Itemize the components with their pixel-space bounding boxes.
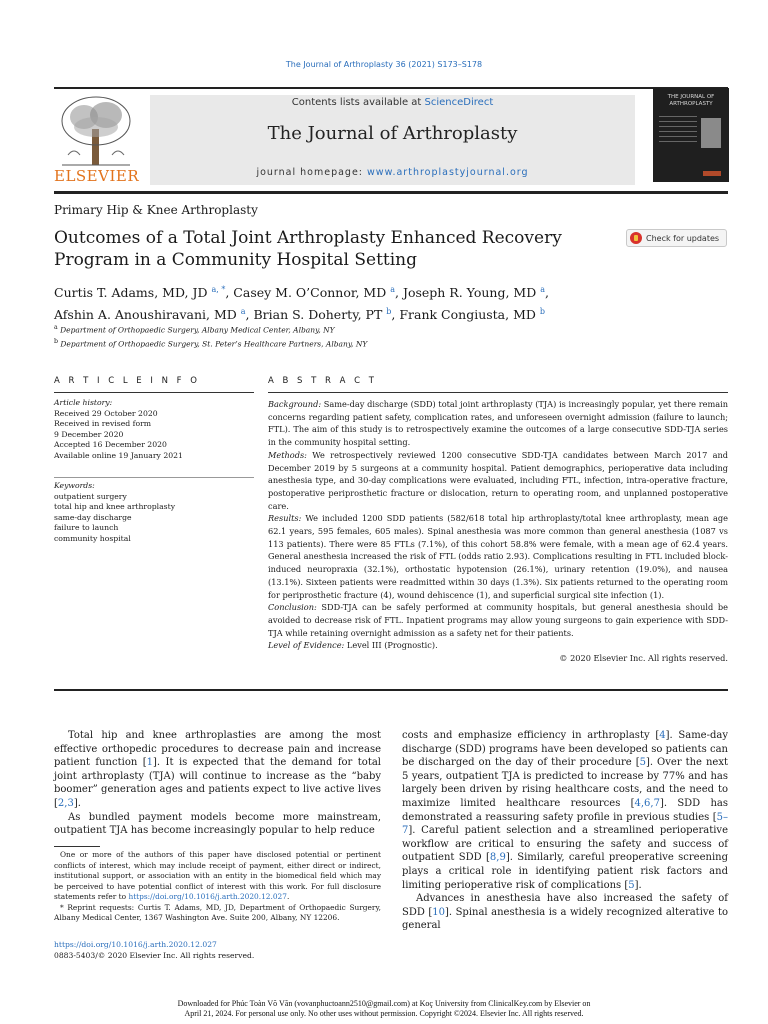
author-separator: , [545, 285, 549, 301]
doi-link[interactable]: https://doi.org/10.1016/j.arth.2020.12.027 [54, 940, 217, 949]
body-text: ]. Same-day discharge (SDD) programs have been developed so patients can be discharged on the day of their procedure [ [402, 730, 728, 769]
abstract-background [268, 398, 728, 449]
author-separator: , [245, 307, 254, 323]
abstract-methods [268, 449, 728, 513]
author-affiliation-mark[interactable]: b [386, 307, 392, 317]
affiliation-item [54, 336, 367, 350]
footnote-rule [54, 846, 100, 847]
journal-homepage-link[interactable]: www.arthroplastyjournal.org [367, 167, 529, 178]
check-updates-label: Check for updates [646, 233, 720, 243]
abstract-rule [268, 392, 728, 393]
affiliation-item [54, 322, 367, 336]
elsevier-wordmark: ELSEVIER [54, 167, 140, 185]
affiliation-mark: a [54, 324, 58, 331]
abstract-section-text: Level III (Prognostic). [344, 640, 438, 651]
disclosure-footnote [54, 850, 381, 903]
abstract-evidence [268, 639, 728, 652]
affiliation-text: Department of Orthopaedic Surgery, St. Peter’s Healthcare Partners, Albany, NY [58, 339, 368, 348]
keywords-label: Keywords: [54, 481, 95, 490]
cover-photo [701, 118, 721, 148]
body-text: ]. It is expected that the demand for total joint arthroplasty (TJA) will continue to increase as the “baby boomer” generation ages and patients expect to live active lives [ [54, 757, 382, 809]
download-notice-line: Downloaded for Phúc Toàn Võ Văn (vovanphuctoann2510@gmail.com) at Koç University from ClinicalKey.com by Elsevier on [177, 999, 591, 1008]
body-text: ]. [634, 879, 642, 891]
author-name: Frank Congiusta, MD [399, 307, 536, 323]
abstract-heading: A B S T R A C T [268, 376, 377, 386]
keywords-rule [54, 477, 254, 478]
journal-cover-thumbnail[interactable] [653, 88, 729, 182]
author-name: Curtis T. Adams, MD, JD [54, 285, 208, 301]
body-text: ]. Careful patient selection and a streamlined perioperative workflow are critical to ensuring the safety and success of outpatient SDD [ [402, 825, 728, 864]
history-item: Received 29 October 2020 [54, 408, 158, 418]
contents-prefix: Contents lists available at [291, 97, 425, 108]
authors-line-2 [54, 302, 734, 324]
abstract-body [268, 398, 728, 665]
doi-block [54, 939, 254, 961]
reprint-footnote: * Reprint requests: Curtis T. Adams, MD, JD, Department of Orthopaedic Surgery, Albany Medical Center, 1367 Washington Ave. Suite 200, Albany, NY 12206. [54, 902, 381, 922]
top-rule [54, 87, 728, 89]
article-title: Outcomes of a Total Joint Arthroplasty Enhanced Recovery Program in a Community Hospital Setting [54, 228, 562, 270]
body-text: Total hip and knee arthroplasties are among the most effective orthopedic procedures to decrease pain and increase patient function [ [54, 730, 381, 769]
history-item: 9 December 2020 [54, 429, 124, 439]
history-label: Article history: [54, 398, 113, 407]
download-notice [0, 999, 768, 1019]
elsevier-logo[interactable] [54, 95, 138, 185]
body-text: Advances in anesthesia have also increased the safety of SDD [ [402, 893, 728, 918]
body-column-right [402, 729, 728, 933]
journal-title: The Journal of Arthroplasty [267, 123, 518, 144]
author-affiliation-mark[interactable]: a [240, 307, 246, 317]
citation-link[interactable]: 10 [432, 906, 446, 918]
citation-link[interactable]: 5 [639, 757, 646, 769]
homepage-prefix: journal homepage: [256, 167, 368, 178]
author-list [54, 280, 734, 324]
author-separator: , [391, 307, 400, 323]
abstract-conclusion [268, 601, 728, 639]
article-info-rule [54, 392, 254, 393]
author-name: Afshin A. Anoushiravani, MD [54, 307, 237, 323]
abstract-section-label: Results: [268, 513, 302, 524]
keyword-item: same-day discharge [54, 512, 132, 522]
keywords [54, 481, 175, 544]
issn-line: 0883-5403/© 2020 Elsevier Inc. All rights reserved. [54, 951, 255, 960]
abstract-section-text: Same-day discharge (SDD) total joint arthroplasty (TJA) is increasingly popular, yet there remain concerns regarding patient safety, complication rates, and unforeseen overnight admission (failure to launch; FTL). The aim of this study is to retrospectively examine the outcomes of a large consecutive SDD-TJA series in the community hospital setting. [268, 399, 728, 448]
cover-publisher-logo [703, 171, 721, 176]
author-affiliation-mark[interactable]: b [539, 307, 546, 317]
author-separator: , [394, 285, 403, 301]
abstract-results [268, 512, 728, 601]
citation-link[interactable]: 4 [659, 730, 666, 741]
author-affiliation-mark[interactable]: a [390, 285, 395, 294]
history-item: Received in revised form [54, 419, 152, 428]
keyword-item: total hip and knee arthroplasty [54, 502, 176, 511]
body-text: ]. Spinal anesthesia is a widely recognized alterative to general [402, 906, 728, 932]
author-name: Casey M. O’Connor, MD [233, 285, 387, 301]
footnotes [54, 850, 381, 924]
author-affiliation-mark[interactable]: a, * [211, 285, 226, 294]
author-name: Joseph R. Young, MD [402, 285, 537, 301]
citation-link[interactable]: 4,6,7 [634, 797, 660, 809]
affiliation-text: Department of Orthopaedic Surgery, Albany Medical Center, Albany, NY [57, 325, 335, 335]
homepage-line [150, 167, 635, 178]
body-paragraph [54, 729, 381, 811]
author-affiliation-mark[interactable]: a [540, 285, 545, 294]
body-text: ]. Over the next 5 years, outpatient TJA is predicted to increase by 77% and has largely been driven by rising healthcare costs, and the need to maximize limited healthcare resources [ [402, 757, 728, 809]
sciencedirect-link[interactable]: ScienceDirect [424, 97, 494, 108]
abstract-section-text: We included 1200 SDD patients (582/618 total hip arthroplasty/total knee arthroplasty, mean age 62.1 years, 595 females, 605 males). Spinal anesthesia was more common than general anesthesia (1087 vs 113 patients). There were 85 FTLs (7.1%), of this cohort 58.8% were female, with a mean age of 62.4 years. General anesthesia increased the risk of FTL (odds ratio 2.93). Complications resulting in FTL included block-induced neuropraxia (32.1%), orthostatic hypotension (26.1%), urinary retention (19.0%), and nausea (13.1%). Sixteen patients were readmitted within 30 days (1.3%). Six patients returned to the operating room for periprosthetic fracture (4), wound dehiscence (1), and superficial surgical site infection (1). [268, 513, 728, 600]
body-text: ]. [73, 797, 81, 809]
abstract-section-label: Conclusion: [268, 602, 317, 613]
body-column-left [54, 729, 381, 838]
citation-link[interactable]: 8,9 [489, 852, 506, 864]
body-text: ]. Similarly, careful preoperative screening plays a critical role in identifying patient risk factors and limiting perioperative risk of complications [ [402, 852, 728, 891]
bookmark-icon [630, 232, 642, 244]
journal-reference[interactable]: The Journal of Arthroplasty 36 (2021) S173–S178 [285, 60, 483, 69]
affiliation-mark: b [54, 337, 59, 345]
body-paragraph [402, 729, 728, 892]
contents-line [150, 97, 635, 108]
abstract-section-label: Level of Evidence: [268, 640, 345, 651]
history-item: Accepted 16 December 2020 [54, 440, 167, 449]
abstract-section-text: We retrospectively reviewed 1200 consecutive SDD-TJA candidates between March 2017 and December 2019 by 5 surgeons at a community hospital. Patient demographics, perioperative data including anesthesia type, and 30-day complications were evaluated, including FTL, infection, intra-operative fracture, postoperative periprosthetic fracture or dislocation, return to operating room, and unplanned postoperative care. [268, 449, 728, 511]
keyword-item: community hospital [54, 533, 131, 543]
body-text: ]. SDD has demonstrated a reassuring safety profile in previous studies [ [402, 797, 729, 823]
body-paragraph [402, 892, 728, 933]
article-info-heading: A R T I C L E I N F O [54, 376, 200, 386]
abstract-copyright: © 2020 Elsevier Inc. All rights reserved. [559, 653, 728, 664]
footnote-text: . [286, 892, 290, 901]
history-item: Available online 19 January 2021 [54, 450, 183, 460]
cover-text-lines [659, 116, 697, 146]
authors-line-1 [54, 280, 734, 302]
download-notice-line: April 21, 2024. For personal use only. No other uses without permission. Copyright ©2024. Elsevier Inc. All rights reserved. [184, 1009, 584, 1018]
keyword-item: failure to launch [54, 523, 119, 532]
citation-link[interactable]: 2,3 [57, 797, 74, 809]
header-rule [54, 191, 728, 194]
abstract-end-rule [54, 689, 728, 691]
abstract-section-text: SDD-TJA can be safely performed at community hospitals, but general anesthesia should be avoided to decrease risk of FTL. Inpatient programs may allow young surgeons to gain experience with SDD-TJA while retaining overnight admission as a safety net for their patients. [268, 602, 728, 638]
body-text: costs and emphasize efficiency in arthroplasty [ [402, 730, 660, 741]
affiliations [54, 322, 367, 349]
keyword-item: outpatient surgery [54, 491, 127, 501]
section-label: Primary Hip & Knee Arthroplasty [54, 203, 258, 217]
article-history [54, 398, 183, 461]
journal-banner [150, 95, 635, 185]
citation-link[interactable]: 5–7 [402, 811, 728, 837]
cover-title: THE JOURNAL OF ARTHROPLASTY [667, 94, 715, 107]
footnote-text: One or more of the authors of this paper have disclosed potential or pertinent conflicts of interest, which may include receipt of payment, either direct or indirect, institutional support, or association with an entity in the biomedical field which may be perceived to have potential conflict of interest with this work. For full disclosure statements refer to [54, 850, 381, 901]
tree-icon [54, 95, 138, 169]
disclosure-doi-link[interactable]: https://doi.org/10.1016/j.arth.2020.12.027 [128, 892, 287, 901]
body-paragraph: As bundled payment models become more mainstream, outpatient TJA has become increasingly popular to help reduce [54, 811, 381, 837]
abstract-section-label: Methods: [268, 449, 307, 460]
author-separator: , [225, 285, 234, 301]
author-name: Brian S. Doherty, PT [253, 307, 383, 323]
citation-link[interactable]: 5 [628, 879, 635, 891]
abstract-section-label: Background: [268, 399, 322, 409]
citation-link[interactable]: 1 [146, 757, 154, 769]
check-for-updates-button[interactable] [626, 229, 727, 247]
